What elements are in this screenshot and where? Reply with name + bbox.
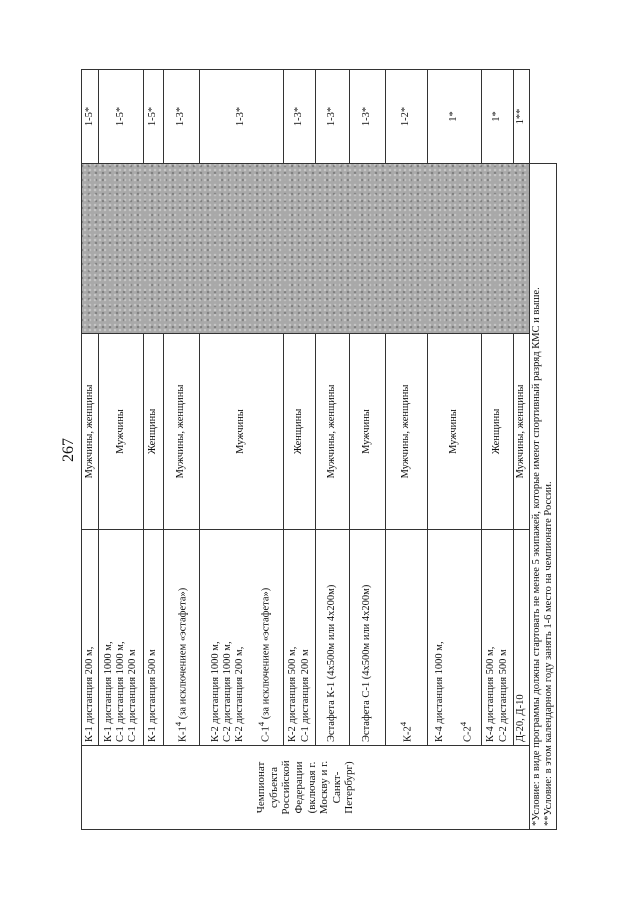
program-line: С-1 дистанция 200 м [127, 649, 139, 742]
rank-cell: 1-3* [316, 70, 350, 164]
program-line: К-1 дистанция 500 м [147, 649, 159, 742]
rank-cell: 1-3* [350, 70, 386, 164]
footnote-mark: 4 [173, 721, 184, 727]
program-cell [200, 530, 284, 746]
rank-cell: 1-5* [82, 70, 99, 164]
program-line [458, 533, 475, 742]
footnote-2: **Условие: в этом календарном году занять 1-6 место на чемпионате России. [543, 481, 555, 826]
footnote-mark: 4 [256, 721, 267, 727]
program-cell [350, 530, 386, 746]
footnote-row [530, 70, 557, 830]
program-line: К-1 дистанция 1000 м, [102, 641, 114, 742]
program-cell [428, 530, 482, 746]
program-cell [316, 530, 350, 746]
program-line: К-4 дистанция 500 м, [485, 646, 497, 742]
program-cell [284, 530, 316, 746]
program-line: Эстафета К-1 (4х500м или 4х200м) [326, 584, 338, 742]
program-line [256, 533, 273, 742]
program-line: К-4 дистанция 1000 м, [434, 641, 446, 742]
program-line [173, 533, 190, 742]
ranks-table [81, 69, 557, 830]
shaded-cell [82, 164, 530, 334]
program-text: (за исключением «эстафета») [260, 587, 272, 722]
group-cell: Мужчины, женщины [82, 334, 99, 530]
rank-cell: 1-2* [386, 70, 428, 164]
program-text: С-2 [462, 726, 474, 742]
championship-cell: Чемпионат субъекта Российской Федерации (включая г. Москву и г. Санкт-Петербург) [82, 746, 530, 830]
program-text: К-1 [177, 726, 189, 742]
rank-cell: 1** [514, 70, 530, 164]
footnote-mark: 4 [458, 721, 469, 727]
program-line: С-1 дистанция 200 м [299, 649, 311, 742]
program-line: К-2 дистанция 1000 м, [210, 641, 222, 742]
program-text: К-2 [402, 726, 414, 742]
table-row [82, 70, 99, 830]
program-cell [82, 530, 99, 746]
program-text: (за исключением «эстафета») [177, 587, 189, 722]
program-cell [144, 530, 164, 746]
group-cell: Мужчины [350, 334, 386, 530]
program-cell [99, 530, 144, 746]
group-cell: Мужчины [99, 334, 144, 530]
footnotes-cell [530, 164, 557, 830]
program-line: Эстафета С-1 (4х500м или 4х200м) [361, 584, 373, 742]
group-cell: Мужчины [428, 334, 482, 530]
rank-cell: 1-5* [99, 70, 144, 164]
program-line [398, 533, 415, 742]
program-line: С-2 дистанция 1000 м, [222, 641, 234, 742]
group-cell: Женщины [284, 334, 316, 530]
footnote-1: *Условие: в виде программы должны стартовать не менее 5 экипажей, которые имеют спортивный разряд КМС и выше. [531, 287, 542, 826]
program-line: К-2 дистанция 200 м, [234, 646, 246, 742]
rotated-table-wrapper [81, 70, 555, 830]
rank-cell: 1-3* [284, 70, 316, 164]
rank-cell: 1* [482, 70, 514, 164]
rank-cell: 1* [428, 70, 482, 164]
footnote-mark: 4 [398, 721, 409, 727]
rank-cell: 1-5* [144, 70, 164, 164]
program-text: С-1 [260, 726, 272, 742]
program-line: Д-20, Д-10 [515, 694, 527, 742]
group-cell: Мужчины, женщины [514, 334, 530, 530]
program-cell [482, 530, 514, 746]
program-cell [386, 530, 428, 746]
group-cell: Женщины [482, 334, 514, 530]
rank-cell: 1-3* [164, 70, 200, 164]
program-cell [514, 530, 530, 746]
program-line: К-2 дистанция 500 м, [287, 646, 299, 742]
rank-cell: 1-3* [200, 70, 284, 164]
program-line [246, 533, 256, 742]
group-cell: Женщины [144, 334, 164, 530]
group-cell: Мужчины [200, 334, 284, 530]
group-cell: Мужчины, женщины [164, 334, 200, 530]
program-cell [164, 530, 200, 746]
group-cell: Мужчины, женщины [316, 334, 350, 530]
program-line [446, 533, 458, 742]
page-number: 267 [60, 438, 77, 462]
program-line: С-1 дистанция 1000 м, [114, 641, 126, 742]
rotated-page-stage [81, 70, 555, 830]
program-line: К-1 дистанция 200 м, [83, 646, 95, 742]
group-cell: Мужчины, женщины [386, 334, 428, 530]
program-line: С-2 дистанция 500 м [497, 649, 509, 742]
